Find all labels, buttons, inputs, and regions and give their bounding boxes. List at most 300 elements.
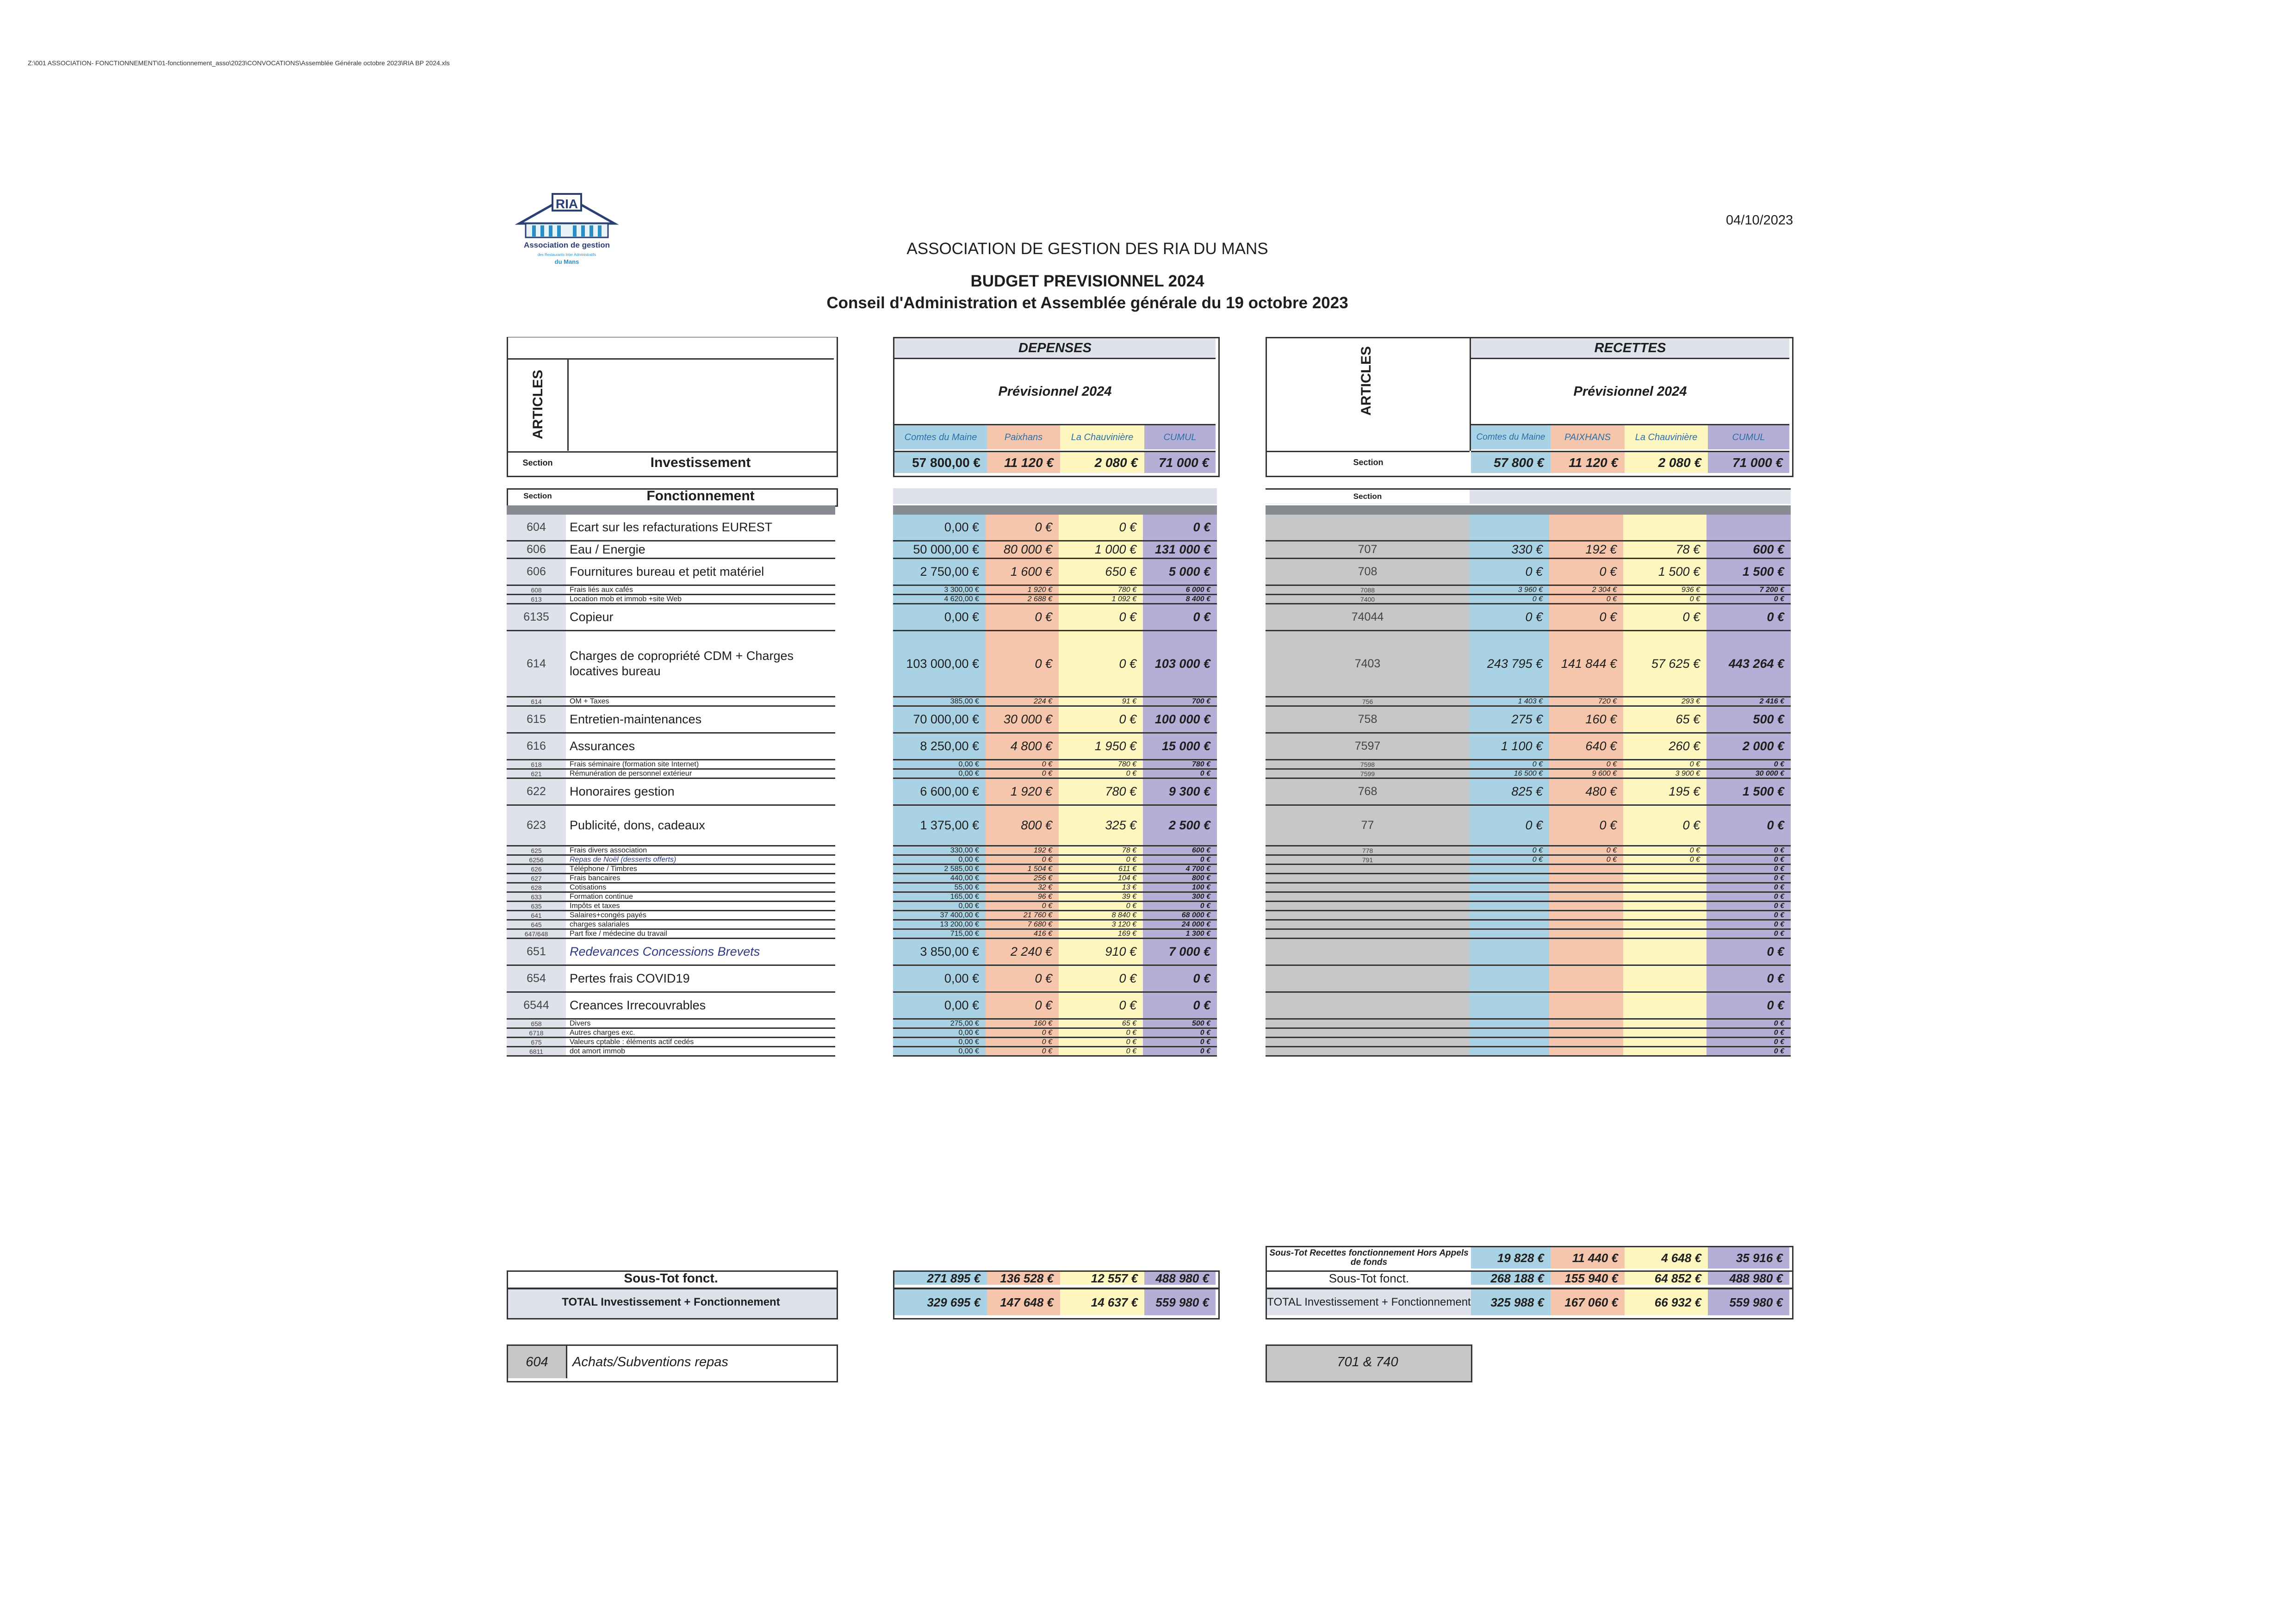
rec-cell: 0 € — [1706, 884, 1791, 893]
dep-cell: 0 € — [986, 1038, 1059, 1047]
rec-cell: 0 € — [1549, 559, 1623, 586]
row-label: dot amort immob — [566, 1047, 835, 1057]
row-label: Divers — [566, 1020, 835, 1029]
rec-cell: 1 100 € — [1470, 734, 1549, 760]
rec-code: 768 — [1266, 779, 1470, 806]
row-label: Redevances Concessions Brevets — [566, 939, 835, 966]
rec-sous-cumul: 488 980 € — [1708, 1272, 1789, 1285]
dep-cell: 715,00 € — [893, 930, 986, 939]
rec-col-cumul: CUMUL — [1708, 424, 1789, 449]
row-code: 675 — [507, 1038, 566, 1047]
table-row — [0, 1020, 2296, 1029]
dep-cell: 91 € — [1059, 697, 1143, 707]
dep-sous-chauviniere: 12 557 € — [1060, 1272, 1144, 1285]
table-row — [0, 966, 2296, 993]
row-code: 613 — [507, 595, 566, 604]
rec-cell — [1623, 911, 1706, 921]
total-row — [507, 1288, 838, 1319]
dep-cell: 8 400 € — [1143, 595, 1217, 604]
dep-cell: 611 € — [1059, 865, 1143, 874]
row-code: 614 — [507, 697, 566, 707]
rec-code — [1266, 902, 1470, 911]
rec-cell: 0 € — [1623, 604, 1706, 631]
rec-cell — [1623, 921, 1706, 930]
dep-cell: 0 € — [986, 1029, 1059, 1038]
dep-total-cumul: 559 980 € — [1144, 1289, 1216, 1315]
dep-cell: 13 € — [1059, 884, 1143, 893]
dep-cell: 0 € — [1143, 1047, 1217, 1057]
rec-cell: 65 € — [1623, 707, 1706, 734]
rec-cell — [1470, 966, 1549, 993]
dep-inv-cumul: 71 000 € — [1144, 451, 1216, 473]
foot-right-code: 701 & 740 — [1337, 1354, 1398, 1369]
rec-cell — [1549, 993, 1623, 1020]
rec-cell: 0 € — [1706, 760, 1791, 770]
rec-cell — [1549, 884, 1623, 893]
table-row — [0, 874, 2296, 884]
dep-total — [893, 1288, 1220, 1319]
dep-cell: 4 700 € — [1143, 865, 1217, 874]
rec-cell — [1470, 911, 1549, 921]
dep-col-chauviniere: La Chauvinière — [1060, 424, 1144, 449]
dep-cell: 0 € — [986, 631, 1059, 697]
rec-cell: 1 500 € — [1706, 779, 1791, 806]
investissement-row — [507, 451, 838, 477]
rec-cell: 936 € — [1623, 586, 1706, 595]
section-label: Section — [522, 458, 553, 467]
row-label: Charges de copropriété CDM + Charges locatives bureau — [566, 631, 835, 697]
dep-cell: 1 920 € — [986, 586, 1059, 595]
dep-cell: 0 € — [1059, 966, 1143, 993]
rec-cell — [1549, 911, 1623, 921]
dep-sous-cumul: 488 980 € — [1144, 1272, 1216, 1285]
row-label: Valeurs cptable : éléments actif cedés — [566, 1038, 835, 1047]
dep-cell: 325 € — [1059, 806, 1143, 846]
dep-cell: 500 € — [1143, 1020, 1217, 1029]
rec-section-fonc-label: Section — [1266, 490, 1470, 504]
rec-cell — [1470, 1038, 1549, 1047]
articles-header-block — [507, 337, 838, 454]
dep-cell: 256 € — [986, 874, 1059, 884]
rec-cell: 0 € — [1470, 559, 1549, 586]
dep-cell: 385,00 € — [893, 697, 986, 707]
foot-right-box — [1266, 1344, 1472, 1382]
rec-hors-cumul: 35 916 € — [1708, 1247, 1789, 1269]
rec-cell: 16 500 € — [1470, 770, 1549, 779]
rec-cell: 0 € — [1470, 806, 1549, 846]
rec-inv-chauviniere: 2 080 € — [1625, 451, 1708, 473]
dep-cell: 1 600 € — [986, 559, 1059, 586]
logo-acronym: RIA — [555, 197, 578, 211]
row-label: Repas de Noël (desserts offerts) — [566, 856, 835, 865]
row-label: Honoraires gestion — [566, 779, 835, 806]
dep-cell: 30 000 € — [986, 707, 1059, 734]
row-label: Téléphone / Timbres — [566, 865, 835, 874]
row-code: 654 — [507, 966, 566, 993]
depenses-header: DEPENSES — [894, 338, 1216, 359]
logo-line3: du Mans — [554, 258, 579, 265]
rec-cell: 160 € — [1549, 707, 1623, 734]
rec-cell: 480 € — [1549, 779, 1623, 806]
rec-code — [1266, 515, 1470, 541]
dep-cell: 0 € — [1143, 1038, 1217, 1047]
rec-cell: 0 € — [1706, 902, 1791, 911]
dep-inv-comtes: 57 800,00 € — [894, 451, 987, 473]
logo-line2: des Restaurants Inter Administratifs — [537, 253, 596, 257]
rec-code — [1266, 966, 1470, 993]
rec-code — [1266, 893, 1470, 902]
row-label: Location mob et immob +site Web — [566, 595, 835, 604]
table-row — [0, 884, 2296, 893]
rec-cell: 0 € — [1706, 604, 1791, 631]
rec-cell: 640 € — [1549, 734, 1623, 760]
rec-hors-comtes: 19 828 € — [1471, 1247, 1551, 1269]
rec-cell — [1470, 874, 1549, 884]
rec-cell: 0 € — [1706, 993, 1791, 1020]
rec-cell — [1623, 902, 1706, 911]
dep-col-comtes: Comtes du Maine — [894, 424, 987, 449]
rec-cell: 500 € — [1706, 707, 1791, 734]
rec-code: 708 — [1266, 559, 1470, 586]
table-row — [0, 846, 2296, 856]
rec-cell — [1470, 902, 1549, 911]
dep-sous-paixhans: 136 528 € — [987, 1272, 1060, 1285]
dep-cell: 2 585,00 € — [893, 865, 986, 874]
rec-cell: 0 € — [1706, 1020, 1791, 1029]
rec-sous-label: Sous-Tot fonct. — [1328, 1272, 1409, 1285]
rec-code: 791 — [1266, 856, 1470, 865]
row-code: 645 — [507, 921, 566, 930]
dep-cell: 6 000 € — [1143, 586, 1217, 595]
dep-cell: 100 000 € — [1143, 707, 1217, 734]
row-label: Frais bancaires — [566, 874, 835, 884]
table-row — [0, 939, 2296, 966]
row-label: Creances Irrecouvrables — [566, 993, 835, 1020]
rec-cell — [1470, 939, 1549, 966]
row-code: 627 — [507, 874, 566, 884]
dep-cell: 0 € — [1143, 902, 1217, 911]
row-label: Autres charges exc. — [566, 1029, 835, 1038]
dep-cell: 21 760 € — [986, 911, 1059, 921]
rec-cell: 141 844 € — [1549, 631, 1623, 697]
dep-cell: 0,00 € — [893, 993, 986, 1020]
rec-cell — [1470, 1029, 1549, 1038]
rec-cell — [1623, 939, 1706, 966]
rec-code — [1266, 874, 1470, 884]
dep-inv-chauviniere: 2 080 € — [1060, 451, 1144, 473]
rec-section-label: Section — [1267, 451, 1470, 473]
row-label: Publicité, dons, cadeaux — [566, 806, 835, 846]
row-label: Part fixe / médecine du travail — [566, 930, 835, 939]
dep-cell: 910 € — [1059, 939, 1143, 966]
dep-cell: 1 375,00 € — [893, 806, 986, 846]
dep-cell: 1 504 € — [986, 865, 1059, 874]
dep-cell: 2 500 € — [1143, 806, 1217, 846]
rec-cell: 293 € — [1623, 697, 1706, 707]
rec-cell: 0 € — [1706, 846, 1791, 856]
row-code: 615 — [507, 707, 566, 734]
dep-cell: 0,00 € — [893, 770, 986, 779]
recettes-articles-label: ARTICLES — [1359, 346, 1374, 416]
dep-gray-bar — [893, 505, 1217, 515]
rec-cell: 600 € — [1706, 541, 1791, 559]
rec-code — [1266, 921, 1470, 930]
rec-cell — [1470, 884, 1549, 893]
row-code: 633 — [507, 893, 566, 902]
rec-total-label: TOTAL Investissement + Fonctionnement — [1267, 1289, 1471, 1315]
rec-code: 7088 — [1266, 586, 1470, 595]
table-row — [0, 993, 2296, 1020]
file-path: Z:\001 ASSOCIATION- FONCTIONNEMENT\01-fonctionnement_asso\2023\CONVOCATIONS\Assemblée Générale octobre 2023\RIA BP 2024.xls — [28, 59, 450, 67]
left-gray-bar — [507, 505, 835, 515]
rec-cell: 0 € — [1706, 930, 1791, 939]
rec-cell — [1549, 1038, 1623, 1047]
rec-cell: 0 € — [1706, 939, 1791, 966]
rec-cell: 1 500 € — [1706, 559, 1791, 586]
dep-cell: 0 € — [986, 604, 1059, 631]
dep-cell: 0,00 € — [893, 1038, 986, 1047]
rec-cell — [1706, 515, 1791, 541]
dep-cell: 0 € — [1059, 1038, 1143, 1047]
dep-cell: 103 000 € — [1143, 631, 1217, 697]
row-code: 604 — [507, 515, 566, 541]
table-row — [0, 1047, 2296, 1057]
dep-cell: 0 € — [1143, 993, 1217, 1020]
rec-code — [1266, 1020, 1470, 1029]
total-label: TOTAL Investissement + Fonctionnement — [562, 1296, 780, 1308]
rec-cell: 0 € — [1470, 856, 1549, 865]
dep-cell: 780 € — [1143, 760, 1217, 770]
dep-cell: 0 € — [1059, 902, 1143, 911]
dep-cell: 24 000 € — [1143, 921, 1217, 930]
rec-cell — [1549, 515, 1623, 541]
dep-cell: 800 € — [1143, 874, 1217, 884]
rec-cell — [1470, 1047, 1549, 1057]
rec-col-comtes: Comtes du Maine — [1471, 424, 1551, 449]
dep-cell: 68 000 € — [1143, 911, 1217, 921]
sous-tot-label: Sous-Tot fonct. — [624, 1272, 718, 1285]
row-label: Rémunération de personnel extérieur — [566, 770, 835, 779]
dep-cell: 1 300 € — [1143, 930, 1217, 939]
rec-cell — [1623, 893, 1706, 902]
dep-cell: 0 € — [1143, 1029, 1217, 1038]
dep-cell: 0 € — [1059, 1029, 1143, 1038]
depenses-header-block — [893, 337, 1220, 477]
ria-logo — [514, 187, 620, 268]
table-row — [0, 779, 2296, 806]
row-code: 658 — [507, 1020, 566, 1029]
rec-inv-paixhans: 11 120 € — [1551, 451, 1625, 473]
rec-cell: 2 000 € — [1706, 734, 1791, 760]
dep-cell: 169 € — [1059, 930, 1143, 939]
dep-cell: 0 € — [1143, 856, 1217, 865]
rec-cell: 0 € — [1706, 865, 1791, 874]
dep-cell: 1 950 € — [1059, 734, 1143, 760]
dep-cell: 0 € — [1143, 515, 1217, 541]
dep-cell: 0,00 € — [893, 515, 986, 541]
foot-code: 604 — [508, 1346, 567, 1378]
table-row — [0, 893, 2296, 902]
rec-cell: 0 € — [1706, 893, 1791, 902]
dep-cell: 0 € — [986, 1047, 1059, 1057]
rec-sous-paixhans: 155 940 € — [1551, 1272, 1625, 1285]
dep-total-chauviniere: 14 637 € — [1060, 1289, 1144, 1315]
rec-cell: 0 € — [1549, 806, 1623, 846]
rec-cell: 0 € — [1470, 846, 1549, 856]
rec-inv-comtes: 57 800 € — [1471, 451, 1551, 473]
fonctionnement-label: Fonctionnement — [646, 490, 755, 503]
document-date: 04/10/2023 — [1726, 213, 1793, 228]
rec-hors-chauviniere: 4 648 € — [1625, 1247, 1708, 1269]
logo-line1: Association de gestion — [523, 241, 610, 249]
dep-cell: 0 € — [1059, 993, 1143, 1020]
dep-cell: 4 620,00 € — [893, 595, 986, 604]
dep-cell: 100 € — [1143, 884, 1217, 893]
rec-cell: 0 € — [1706, 911, 1791, 921]
foot-left-box — [507, 1344, 838, 1382]
dep-cell: 0 € — [986, 993, 1059, 1020]
row-code: 616 — [507, 734, 566, 760]
dep-cell: 0 € — [1059, 631, 1143, 697]
dep-cell: 2 750,00 € — [893, 559, 986, 586]
rec-cell: 1 403 € — [1470, 697, 1549, 707]
rec-cell: 192 € — [1549, 541, 1623, 559]
rec-hors-row — [1266, 1246, 1793, 1273]
rec-cell — [1470, 865, 1549, 874]
table-row — [0, 856, 2296, 865]
table-row — [0, 734, 2296, 760]
rec-cell — [1623, 884, 1706, 893]
dep-cell: 8 840 € — [1059, 911, 1143, 921]
dep-col-cumul: CUMUL — [1144, 424, 1216, 449]
rec-cell — [1470, 921, 1549, 930]
table-row — [0, 770, 2296, 779]
rec-cell: 0 € — [1706, 856, 1791, 865]
dep-cell: 0,00 € — [893, 902, 986, 911]
row-code: 625 — [507, 846, 566, 856]
rec-cell: 330 € — [1470, 541, 1549, 559]
rec-cell: 0 € — [1549, 595, 1623, 604]
row-code: 641 — [507, 911, 566, 921]
row-label: Impôts et taxes — [566, 902, 835, 911]
dep-inv-paixhans: 11 120 € — [987, 451, 1060, 473]
dep-cell: 15 000 € — [1143, 734, 1217, 760]
rec-cell: 57 625 € — [1623, 631, 1706, 697]
rec-col-paixhans: PAIXHANS — [1551, 424, 1625, 449]
rec-col-chauviniere: La Chauvinière — [1625, 424, 1708, 449]
rec-cell: 443 264 € — [1706, 631, 1791, 697]
rec-code — [1266, 911, 1470, 921]
table-row — [0, 921, 2296, 930]
rec-cell — [1623, 1047, 1706, 1057]
dep-cell: 37 400,00 € — [893, 911, 986, 921]
dep-cell: 78 € — [1059, 846, 1143, 856]
dep-cell: 0 € — [986, 760, 1059, 770]
dep-cell: 650 € — [1059, 559, 1143, 586]
rec-cell: 0 € — [1706, 1029, 1791, 1038]
rec-cell: 3 900 € — [1623, 770, 1706, 779]
row-code: 614 — [507, 631, 566, 697]
rec-cell: 243 795 € — [1470, 631, 1549, 697]
dep-cell: 3 850,00 € — [893, 939, 986, 966]
rec-code: 74044 — [1266, 604, 1470, 631]
rec-cell: 78 € — [1623, 541, 1706, 559]
foot-label: Achats/Subventions repas — [572, 1354, 728, 1369]
dep-cell: 70 000,00 € — [893, 707, 986, 734]
dep-cell: 0,00 € — [893, 604, 986, 631]
rec-cell: 0 € — [1549, 846, 1623, 856]
section-label: Section — [523, 492, 552, 500]
row-code: 622 — [507, 779, 566, 806]
rec-code: 7400 — [1266, 595, 1470, 604]
rec-cell: 0 € — [1706, 874, 1791, 884]
dep-cell: 0 € — [1143, 966, 1217, 993]
rec-cell: 0 € — [1549, 760, 1623, 770]
dep-cell: 1 000 € — [1059, 541, 1143, 559]
dep-sous-comtes: 271 895 € — [894, 1272, 987, 1285]
fonctionnement-row — [507, 488, 838, 507]
dep-cell: 55,00 € — [893, 884, 986, 893]
dep-cell: 3 300,00 € — [893, 586, 986, 595]
dep-cell: 700 € — [1143, 697, 1217, 707]
rec-code — [1266, 1047, 1470, 1057]
rec-cell: 9 600 € — [1549, 770, 1623, 779]
dep-cell: 4 800 € — [986, 734, 1059, 760]
row-label: charges salariales — [566, 921, 835, 930]
dep-cell: 300 € — [1143, 893, 1217, 902]
rec-cell: 0 € — [1623, 806, 1706, 846]
rec-cell — [1623, 993, 1706, 1020]
rec-cell: 7 200 € — [1706, 586, 1791, 595]
table-row — [0, 604, 2296, 631]
row-code: 628 — [507, 884, 566, 893]
rec-code — [1266, 939, 1470, 966]
rec-sous-row — [1266, 1270, 1793, 1289]
rec-cell — [1549, 865, 1623, 874]
rec-cell: 0 € — [1623, 595, 1706, 604]
dep-cell: 0 € — [1143, 770, 1217, 779]
row-label: Eau / Energie — [566, 541, 835, 559]
dep-cell: 780 € — [1059, 779, 1143, 806]
row-code: 6718 — [507, 1029, 566, 1038]
dep-cell: 165,00 € — [893, 893, 986, 902]
recettes-header: RECETTES — [1471, 338, 1789, 359]
rec-cell — [1623, 1029, 1706, 1038]
dep-cell: 2 688 € — [986, 595, 1059, 604]
dep-spacer-bar — [893, 488, 1217, 504]
dep-cell: 0,00 € — [893, 1029, 986, 1038]
dep-cell: 39 € — [1059, 893, 1143, 902]
rec-cell: 0 € — [1706, 595, 1791, 604]
dep-cell: 2 240 € — [986, 939, 1059, 966]
rec-cell: 825 € — [1470, 779, 1549, 806]
rec-total-comtes: 325 988 € — [1471, 1289, 1551, 1315]
row-code: 6135 — [507, 604, 566, 631]
dep-cell: 131 000 € — [1143, 541, 1217, 559]
rec-cell — [1623, 966, 1706, 993]
rec-cell — [1549, 902, 1623, 911]
dep-cell: 800 € — [986, 806, 1059, 846]
row-code: 6256 — [507, 856, 566, 865]
row-label: Fournitures bureau et petit matériel — [566, 559, 835, 586]
rec-cell: 0 € — [1706, 1038, 1791, 1047]
rec-code — [1266, 1038, 1470, 1047]
dep-cell: 192 € — [986, 846, 1059, 856]
rec-total-cumul: 559 980 € — [1708, 1289, 1789, 1315]
table-row — [0, 559, 2296, 586]
dep-cell: 5 000 € — [1143, 559, 1217, 586]
table-row — [0, 515, 2296, 541]
